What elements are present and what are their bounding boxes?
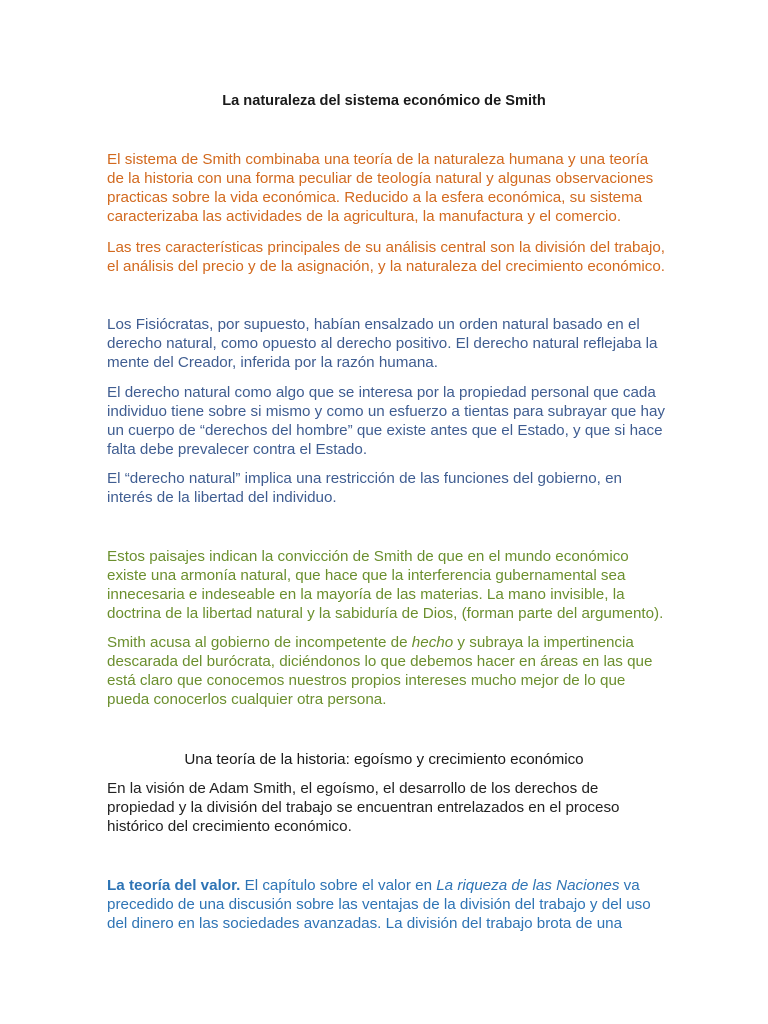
- document-title: La naturaleza del sistema económico de Smith: [222, 93, 546, 109]
- paragraph-physiocrats: [107, 315, 667, 372]
- paragraph-text: El derecho natural como algo que se interesa por la propiedad personal que cada individuo tiene sobre si mismo y como un esfuerzo a tientas para subrayar que hay un cuerpo de “derechos del hombre” que existe antes que el Estado, y que si hace falta debe prevalecer contra el Estado.: [107, 384, 666, 458]
- text-run: El capítulo sobre el valor en: [240, 877, 437, 894]
- text-run: y subraya la impertinencia descarada del burócrata, diciéndonos lo que debemos hacer en áreas en las que está claro que conocemos nuestros propios intereses mucho mejor de lo que pueda conocerlos cualquier otra persona.: [107, 634, 653, 708]
- paragraph-text: El “derecho natural” implica una restricción de las funciones del gobierno, en interés de la libertad del individuo.: [107, 470, 622, 506]
- paragraph-text: En la visión de Adam Smith, el egoísmo, el desarrollo de los derechos de propiedad y la división del trabajo se encuentran entrelazados en el proceso histórico del crecimiento económico.: [107, 780, 620, 835]
- paragraph-text: Los Fisiócratas, por supuesto, habían ensalzado un orden natural basado en el derecho natural, como opuesto al derecho positivo. El derecho natural reflejaba la mente del Creador, inferida por la razón humana.: [107, 316, 658, 371]
- paragraph-three-characteristics: [107, 238, 667, 276]
- paragraph-text: [107, 876, 667, 933]
- paragraph-text: [107, 633, 667, 709]
- text-run: va precedido de una discusión sobre las ventajas de la división del trabajo y del uso del dinero en las sociedades avanzadas. La división del trabajo brota de una: [107, 877, 651, 932]
- paragraph-adam-smith-vision: [107, 779, 667, 836]
- paragraph-text: El sistema de Smith combinaba una teoría de la naturaleza humana y una teoría de la historia con una forma peculiar de teología natural y algunas observaciones practicas sobre la vida económica. Reducido a la esfera económica, su sistema caracterizaba las actividades de la agricultura, la manufactura y el comercio.: [107, 151, 654, 225]
- paragraph-text: Estos paisajes indican la convicción de Smith de que en el mundo económico existe una armonía natural, que hace que la interferencia gubernamental sea innecesaria e indeseable en la mayoría de las materias. La mano invisible, la doctrina de la libertad natural y la sabiduría de Dios, (forman parte del argumento).: [107, 548, 664, 622]
- bold-heading-inline: La teoría del valor.: [107, 877, 241, 894]
- text-run: Smith acusa al gobierno de incompetente de: [107, 634, 412, 651]
- emphasis-text: hecho: [411, 634, 454, 651]
- paragraph-natural-law: [107, 383, 667, 459]
- emphasis-text: La riqueza de las Naciones: [436, 877, 620, 894]
- paragraph-theory-of-value: [107, 876, 667, 933]
- paragraph-smith-system: [107, 150, 667, 226]
- paragraph-government-incompetence: [107, 633, 667, 709]
- paragraph-text: Las tres características principales de su análisis central son la división del trabajo, el análisis del precio y de la asignación, y la naturaleza del crecimiento económico.: [107, 239, 666, 275]
- section-subheading: Una teoría de la historia: egoísmo y crecimiento económico: [184, 751, 584, 768]
- paragraph-natural-harmony: [107, 547, 667, 623]
- paragraph-natural-law-restriction: [107, 469, 667, 507]
